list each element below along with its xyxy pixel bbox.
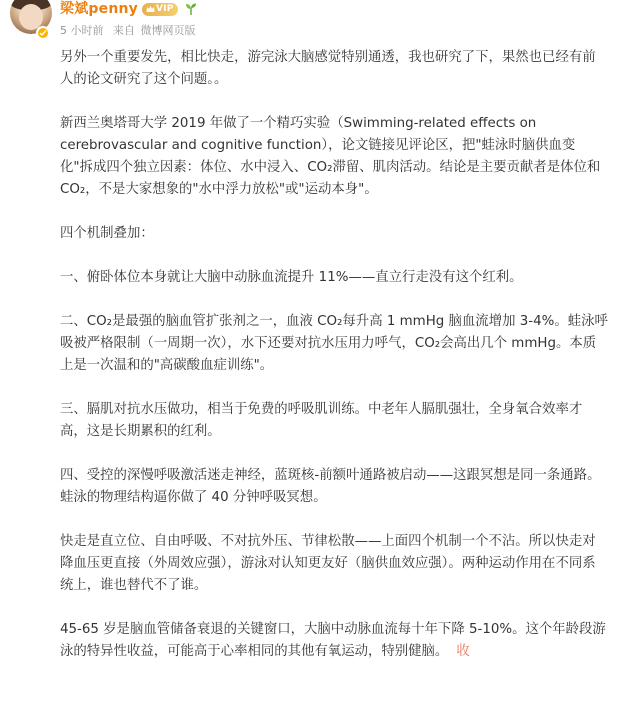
paragraph-9-text: 45-65 岁是脑血管储备衰退的关键窗口，大脑中动脉血流每十年下降 5-10%。这个年龄段游泳的特异性收益，可能高于心率相同的其他有氧运动，特别健脑。 (60, 622, 606, 659)
paragraph-gap (60, 377, 608, 399)
post-header (0, 0, 627, 42)
paragraph-5: 二、CO₂是最强的脑血管扩张剂之一，血液 CO₂每升高 1 mmHg 脑血流增加 3-4%。蛙泳呼吸被严格限制（一周期一次），水下还要对抗水压用力呼气，CO₂会高出几个 mmHg。本质上是一次温和的"高碳酸血症训练"。 (60, 314, 608, 373)
post-source-prefix: 来自 (113, 24, 135, 37)
post-time[interactable]: 5 小时前 (60, 24, 104, 37)
paragraph-6: 三、膈肌对抗水压做功，相当于免费的呼吸肌训练。中老年人膈肌强壮，全身氧合效率才高，这是长期累积的红利。 (60, 402, 583, 439)
paragraph-gap (60, 201, 608, 223)
paragraph-8: 快走是直立位、自由呼吸、不对抗外压、节律松散——上面四个机制一个不沾。所以快走对降血压更直接（外周效应强），游泳对认知更友好（脑供血效应强）。两种运动作用在不同系统上，谁也替代不了谁。 (60, 534, 596, 593)
verified-badge-icon (36, 26, 50, 40)
collapse-link[interactable]: 收 (456, 644, 470, 659)
paragraph-gap (60, 443, 608, 465)
paragraph-9 (60, 619, 608, 663)
vip-badge-label: VIP (155, 3, 174, 14)
paragraph-gap (60, 597, 608, 619)
paragraph-3: 四个机制叠加： (60, 226, 154, 241)
post-source: 微博网页版 (140, 24, 196, 37)
post-content (60, 47, 608, 663)
paragraph-gap (60, 245, 608, 267)
crown-icon (146, 5, 155, 13)
sprout-icon[interactable] (184, 2, 198, 16)
author-name[interactable]: 梁斌penny (60, 1, 138, 17)
paragraph-gap (60, 289, 608, 311)
author-name-row (60, 0, 198, 18)
vip-crown-badge-icon[interactable] (142, 3, 178, 16)
paragraph-1: 另外一个重要发先，相比快走，游完泳大脑感觉特别通透，我也研究了下，果然也已经有前人的论文研究了这个问题。。 (60, 50, 596, 87)
paragraph-gap (60, 509, 608, 531)
paragraph-7: 四、受控的深慢呼吸激活迷走神经，蓝斑核-前额叶通路被启动——这跟冥想是同一条通路。蛙泳的物理结构逼你做了 40 分钟呼吸冥想。 (60, 468, 601, 505)
paragraph-4: 一、俯卧体位本身就让大脑中动脉血流提升 11%——直立行走没有这个红利。 (60, 270, 523, 285)
paragraph-gap (60, 91, 608, 113)
post-meta (60, 24, 202, 38)
paragraph-2: 新西兰奥塔哥大学 2019 年做了一个精巧实验（Swimming-related effects on cerebrovascular and cognitive function），论文链接见评论区，把"蛙泳时脑供血变化"拆成四个独立因素：体位、水中浸入、CO₂滞留、肌肉活动。结论是主要贡献者是体位和 CO₂，不是大家想象的"水中浮力放松"或"运动本身"。 (60, 116, 601, 197)
check-icon (39, 29, 47, 37)
